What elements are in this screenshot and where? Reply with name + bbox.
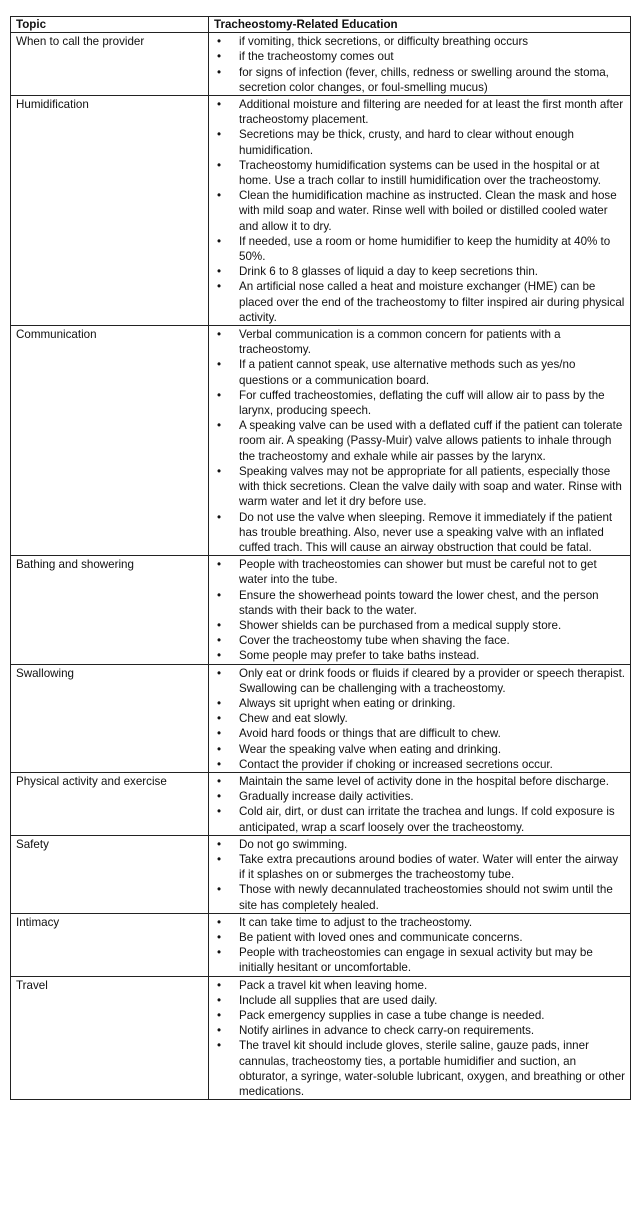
list-item xyxy=(213,327,626,357)
bullet-icon: • xyxy=(217,727,222,741)
list-item-text: Those with newly decannulated tracheostomies should not swim until the site has completely healed. xyxy=(239,883,613,912)
bullet-icon: • xyxy=(217,1039,222,1053)
list-item-text: Shower shields can be purchased from a medical supply store. xyxy=(239,618,562,632)
table-row xyxy=(11,96,631,326)
list-item xyxy=(213,993,626,1008)
list-item xyxy=(213,648,626,663)
table-row xyxy=(11,913,631,976)
list-item xyxy=(213,666,626,696)
table-row xyxy=(11,835,631,913)
list-item-text: An artificial nose called a heat and moisture exchanger (HME) can be placed over the end of the tracheostomy to filter inspired air during physical activity. xyxy=(239,280,625,324)
bullet-icon: • xyxy=(217,634,222,648)
bullet-list xyxy=(213,327,626,555)
list-item xyxy=(213,97,626,127)
bullet-icon: • xyxy=(217,65,222,79)
list-item xyxy=(213,711,626,726)
bullet-icon: • xyxy=(217,993,222,1007)
bullet-icon: • xyxy=(217,883,222,897)
bullet-icon: • xyxy=(217,328,222,342)
table-row xyxy=(11,664,631,772)
list-item xyxy=(213,188,626,234)
bullet-icon: • xyxy=(217,358,222,372)
list-item xyxy=(213,464,626,510)
list-item xyxy=(213,915,626,930)
list-item xyxy=(213,127,626,157)
header-education: Tracheostomy-Related Education xyxy=(209,17,631,33)
list-item-text: Ensure the showerhead points toward the lower chest, and the person stands with their back to the water. xyxy=(239,588,599,617)
list-item xyxy=(213,726,626,741)
list-item-text: Chew and eat slowly. xyxy=(239,712,348,726)
list-item-text: Notify airlines in advance to check carry-on requirements. xyxy=(239,1024,535,1038)
bullet-icon: • xyxy=(217,805,222,819)
bullet-icon: • xyxy=(217,265,222,279)
list-item-text: Contact the provider if choking or increased secretions occur. xyxy=(239,757,553,771)
bullet-icon: • xyxy=(217,852,222,866)
bullet-icon: • xyxy=(217,946,222,960)
list-item xyxy=(213,357,626,387)
table-row xyxy=(11,772,631,835)
bullet-icon: • xyxy=(217,978,222,992)
list-item xyxy=(213,945,626,975)
bullet-list xyxy=(213,915,626,976)
header-row xyxy=(11,17,631,33)
bullet-icon: • xyxy=(217,588,222,602)
list-item-text: Gradually increase daily activities. xyxy=(239,790,414,804)
list-item-text: Clean the humidification machine as instructed. Clean the mask and hose with mild soap and water. Rinse well with boiled or distilled cooled water and allow it to dry. xyxy=(239,189,617,233)
list-item xyxy=(213,279,626,325)
list-item-text: It can take time to adjust to the tracheostomy. xyxy=(239,915,473,929)
topic-cell: Humidification xyxy=(11,96,209,326)
bullet-icon: • xyxy=(217,712,222,726)
topic-cell: Safety xyxy=(11,835,209,913)
list-item-text: Do not go swimming. xyxy=(239,837,348,851)
list-item-text: Tracheostomy humidification systems can be used in the hospital or at home. Use a trach collar to instill humidification over the tracheostomy. xyxy=(239,158,601,188)
bullet-list xyxy=(213,557,626,663)
topic-cell: Communication xyxy=(11,326,209,556)
list-item xyxy=(213,696,626,711)
list-item-text: Include all supplies that are used daily. xyxy=(239,993,438,1007)
bullet-icon: • xyxy=(217,280,222,294)
bullet-icon: • xyxy=(217,666,222,680)
bullet-icon: • xyxy=(217,419,222,433)
list-item-text: Wear the speaking valve when eating and drinking. xyxy=(239,742,502,756)
list-item-text: The travel kit should include gloves, sterile saline, gauze pads, inner cannulas, tracheostomy ties, a portable humidifier and suction, an obturator, a syringe, water-soluble lubricant, oxygen, and breathing or other medications. xyxy=(239,1039,626,1099)
list-item-text: Secretions may be thick, crusty, and hard to clear without enough humidification. xyxy=(239,128,574,157)
education-cell xyxy=(209,326,631,556)
list-item-text: Drink 6 to 8 glasses of liquid a day to keep secretions thin. xyxy=(239,265,539,279)
education-cell xyxy=(209,664,631,772)
bullet-icon: • xyxy=(217,790,222,804)
bullet-icon: • xyxy=(217,696,222,710)
header-topic: Topic xyxy=(11,17,209,33)
bullet-list xyxy=(213,978,626,1100)
table-row xyxy=(11,976,631,1100)
list-item-text: Pack emergency supplies in case a tube change is needed. xyxy=(239,1009,545,1022)
list-item xyxy=(213,557,626,587)
bullet-icon: • xyxy=(217,464,222,478)
list-item-text: Additional moisture and filtering are needed for at least the first month after tracheostomy placement. xyxy=(239,98,624,127)
list-item-text: Maintain the same level of activity done in the hospital before discharge. xyxy=(239,774,609,788)
bullet-icon: • xyxy=(217,618,222,632)
bullet-icon: • xyxy=(217,1009,222,1022)
education-cell xyxy=(209,835,631,913)
bullet-icon: • xyxy=(217,742,222,756)
bullet-list xyxy=(213,34,626,95)
list-item xyxy=(213,234,626,264)
list-item xyxy=(213,789,626,804)
list-item-text: People with tracheostomies can engage in sexual activity but may be initially hesitant or uncomfortable. xyxy=(239,946,593,975)
education-cell xyxy=(209,913,631,976)
table-body xyxy=(11,33,631,1100)
list-item xyxy=(213,1008,626,1023)
list-item xyxy=(213,774,626,789)
bullet-icon: • xyxy=(217,649,222,663)
bullet-icon: • xyxy=(217,930,222,944)
list-item-text: Avoid hard foods or things that are difficult to chew. xyxy=(239,727,501,741)
bullet-icon: • xyxy=(217,510,222,524)
list-item-text: Be patient with loved ones and communicate concerns. xyxy=(239,930,523,944)
bullet-list xyxy=(213,837,626,913)
list-item xyxy=(213,757,626,772)
table-row xyxy=(11,556,631,664)
list-item-text: Cold air, dirt, or dust can irritate the trachea and lungs. If cold exposure is anticipated, wrap a scarf loosely over the tracheostomy. xyxy=(239,805,615,834)
bullet-icon: • xyxy=(217,757,222,771)
education-cell xyxy=(209,976,631,1100)
list-item xyxy=(213,1023,626,1038)
list-item-text: Some people may prefer to take baths instead. xyxy=(239,649,480,663)
list-item xyxy=(213,264,626,279)
topic-cell: Physical activity and exercise xyxy=(11,772,209,835)
bullet-icon: • xyxy=(217,774,222,788)
bullet-icon: • xyxy=(217,158,222,172)
bullet-list xyxy=(213,97,626,325)
topic-cell: Intimacy xyxy=(11,913,209,976)
bullet-icon: • xyxy=(217,234,222,248)
list-item xyxy=(213,158,626,188)
list-item-text: Only eat or drink foods or fluids if cleared by a provider or speech therapist. Swallowing can be challenging with a tracheostomy. xyxy=(239,666,626,695)
list-item-text: Take extra precautions around bodies of water. Water will enter the airway if it splashes on or submerges the tracheostomy tube. xyxy=(239,852,619,882)
list-item xyxy=(213,34,626,49)
bullet-icon: • xyxy=(217,35,222,49)
list-item xyxy=(213,852,626,882)
list-item-text: Always sit upright when eating or drinking. xyxy=(239,696,456,710)
list-item xyxy=(213,65,626,95)
list-item xyxy=(213,978,626,993)
list-item xyxy=(213,742,626,757)
bullet-list xyxy=(213,666,626,772)
list-item-text: Pack a travel kit when leaving home. xyxy=(239,978,428,992)
list-item xyxy=(213,1038,626,1099)
list-item-text: Speaking valves may not be appropriate for all patients, especially those with thick secretions. Clean the valve daily with soap and water. Rinse with warm water and let it dry before use. xyxy=(239,464,622,509)
list-item-text: if vomiting, thick secretions, or difficulty breathing occurs xyxy=(239,35,529,49)
bullet-icon: • xyxy=(217,1024,222,1038)
list-item-text: People with tracheostomies can shower but must be careful not to get water into the tube. xyxy=(239,558,597,587)
list-item xyxy=(213,804,626,834)
list-item xyxy=(213,49,626,64)
topic-cell: Travel xyxy=(11,976,209,1100)
bullet-icon: • xyxy=(217,50,222,64)
table-row xyxy=(11,326,631,556)
bullet-icon: • xyxy=(217,98,222,112)
bullet-icon: • xyxy=(217,837,222,851)
list-item xyxy=(213,930,626,945)
bullet-icon: • xyxy=(217,128,222,142)
table-row xyxy=(11,33,631,96)
education-cell xyxy=(209,33,631,96)
list-item-text: Verbal communication is a common concern for patients with a tracheostomy. xyxy=(239,328,561,357)
list-item-text: If a patient cannot speak, use alternative methods such as yes/no questions or a communication board. xyxy=(239,358,576,387)
list-item-text: If needed, use a room or home humidifier to keep the humidity at 40% to 50%. xyxy=(239,234,611,264)
list-item-text: Do not use the valve when sleeping. Remove it immediately if the patient has trouble breathing. Also, never use a speaking valve with an inflated cuffed trach. This will cause an airway obstruction that could be fatal. xyxy=(239,510,613,554)
list-item xyxy=(213,588,626,618)
list-item-text: A speaking valve can be used with a deflated cuff if the patient can tolerate room air. A speaking (Passy-Muir) valve allows patients to inhale through the tracheostomy and exhale while air passes by the larynx. xyxy=(239,419,623,463)
bullet-icon: • xyxy=(217,189,222,203)
education-cell xyxy=(209,772,631,835)
bullet-icon: • xyxy=(217,915,222,929)
bullet-icon: • xyxy=(217,388,222,402)
topic-cell: When to call the provider xyxy=(11,33,209,96)
list-item-text: if the tracheostomy comes out xyxy=(239,50,394,64)
list-item xyxy=(213,882,626,912)
list-item xyxy=(213,837,626,852)
topic-cell: Swallowing xyxy=(11,664,209,772)
education-table xyxy=(10,16,631,1100)
list-item-text: Cover the tracheostomy tube when shaving the face. xyxy=(239,634,510,648)
list-item-text: For cuffed tracheostomies, deflating the cuff will allow air to pass by the larynx, producing speech. xyxy=(239,388,605,418)
list-item xyxy=(213,418,626,464)
bullet-list xyxy=(213,774,626,835)
education-cell xyxy=(209,556,631,664)
list-item xyxy=(213,618,626,633)
list-item xyxy=(213,510,626,556)
list-item xyxy=(213,388,626,418)
list-item xyxy=(213,633,626,648)
topic-cell: Bathing and showering xyxy=(11,556,209,664)
list-item-text: for signs of infection (fever, chills, redness or swelling around the stoma, secretion color changes, or foul-smelling mucus) xyxy=(239,65,609,94)
bullet-icon: • xyxy=(217,558,222,572)
education-cell xyxy=(209,96,631,326)
